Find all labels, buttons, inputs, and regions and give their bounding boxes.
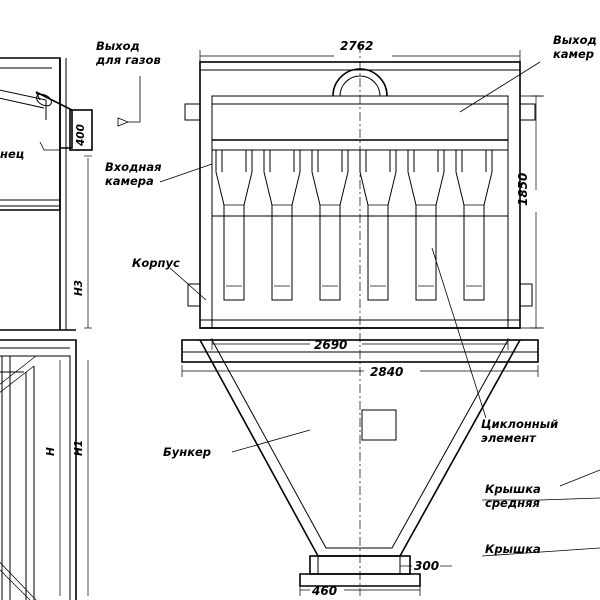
label-bunker: Бункер: [163, 445, 212, 459]
dimension-2690: 2690: [314, 338, 348, 352]
cyclone-elements: [216, 150, 492, 300]
dimension-H3: Н3: [73, 279, 85, 296]
label-vhodnaya-kamera-line1: Входная: [105, 160, 162, 174]
label-korpus: Корпус: [132, 256, 180, 270]
dimension-H1: Н1: [73, 439, 85, 456]
label-kryshka-srednyaya-line2: средняя: [485, 496, 540, 510]
label-ciklonnyi-element-line1: Циклонный: [481, 417, 559, 431]
label-vyhodnaya-kamera-line2: камер: [553, 47, 594, 61]
label-vyhod-gaz-line2: для газов: [96, 53, 161, 67]
label-ciklonnyi-element-line2: элемент: [481, 431, 536, 445]
dimension-2762: 2762: [340, 39, 374, 53]
label-kryshka: Крышка: [485, 542, 541, 556]
front-view: [182, 44, 544, 596]
dimension-2840: 2840: [370, 365, 404, 379]
dimension-1850: 1850: [516, 172, 530, 206]
label-vyhodnaya-kamera-line1: Выход: [553, 33, 597, 47]
label-kryshka-srednyaya-line1: Крышка: [485, 482, 541, 496]
dimension-400: 400: [75, 124, 87, 146]
label-kolets: нец: [0, 147, 25, 161]
label-vhodnaya-kamera-line2: камера: [105, 174, 154, 188]
label-vyhod-gaz-line1: Выход: [96, 39, 140, 53]
dimension-460: 460: [312, 584, 338, 598]
annotations: [0, 33, 597, 598]
dimension-H: Н: [45, 447, 57, 456]
dimension-300: 300: [414, 559, 440, 573]
